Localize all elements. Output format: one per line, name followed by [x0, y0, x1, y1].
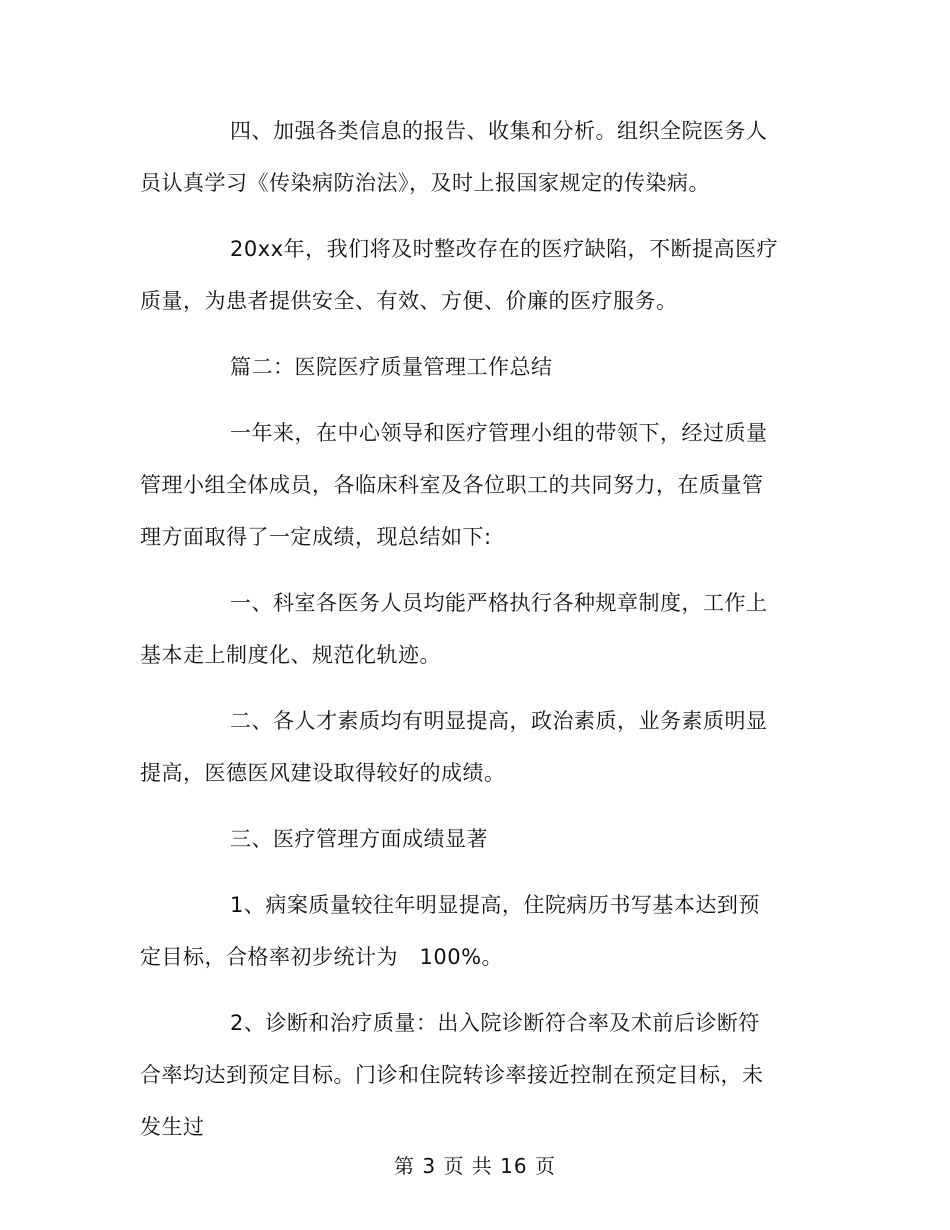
paragraph-info-reporting: 四、加强各类信息的报告、收集和分析。组织全院医务人员认真学习《传染病防治法》，及时上报国家规定的传染病。: [140, 119, 768, 195]
paragraph-medical-record-quality: 1、病案质量较往年明显提高，住院病历书写基本达到预定目标，合格率初步统计为 100%。: [140, 893, 760, 969]
paragraph-diagnosis-quality: 2、诊断和治疗质量：出入院诊断符合率及术前后诊断符合率均达到预定目标。门诊和住院转诊率接近控制在预定目标，未发生过: [140, 1011, 764, 1139]
paragraph-item-one: 一、科室各医务人员均能严格执行各种规章制度，工作上基本走上制度化、规范化轨迹。: [140, 591, 768, 667]
paragraph-intro-summary: 一年来，在中心领导和医疗管理小组的带领下，经过质量管理小组全体成员，各临床科室及各位职工的共同努力，在质量管理方面取得了一定成绩，现总结如下:: [140, 421, 768, 549]
section-heading-part-two: 篇二：医院医疗质量管理工作总结: [230, 355, 553, 379]
paragraph-item-two: 二、各人才素质均有明显提高，政治素质，业务素质明显提高，医德医风建设取得较好的成绩。: [140, 709, 768, 785]
page-number-footer: 第 3 页 共 16 页: [394, 1154, 556, 1178]
document-body: [140, 105, 780, 1167]
paragraph-item-three-heading: 三、医疗管理方面成绩显著: [230, 827, 488, 851]
paragraph-next-year-plan: 20xx年，我们将及时整改存在的医疗缺陷，不断提高医疗质量，为患者提供安全、有效、方便、价廉的医疗服务。: [140, 237, 779, 313]
